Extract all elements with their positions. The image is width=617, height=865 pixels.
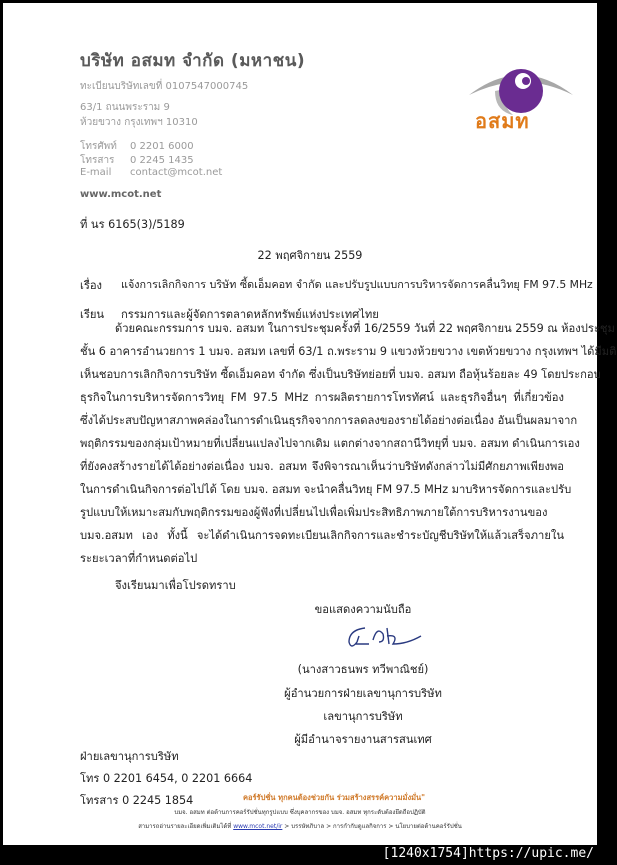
fax-value: 0 2245 1435 [130, 155, 194, 166]
signer-title: ผู้มีอำนาจรายงานสารสนเทศ [294, 733, 432, 746]
address-line-1: 63/1 ถนนพระราม 9 [80, 102, 170, 113]
footer-note-1: บมจ. อสมท ต่อต้านการคอร์รัปชั่นทุกรูปแบบ ซึ่งบุคลากรของ บมจ. อสมท ทุกระดับต้องยึดถือปฏิบัติ [174, 809, 426, 816]
to-label: เรียน [80, 308, 105, 321]
logo-text: อสมท [475, 109, 530, 133]
body-line: ที่ยังคงสร้างรายได้ได้อย่างต่อเนื่อง บมจ. อสมท จึงพิจารณาเห็นว่าบริษัทดังกล่าวไม่มีศักยภาพเพียงพอ [80, 460, 564, 473]
regards-text: ขอแสดงความนับถือ [314, 603, 412, 616]
fax-label: โทรสาร [80, 155, 115, 166]
fax-row [80, 153, 194, 168]
body-line: ระยะเวลาที่กำหนดต่อไป [80, 552, 198, 565]
body-line: พฤติกรรมของกลุ่มเป้าหมายที่เปลี่ยนแปลงไปจากเดิม แตกต่างจากสถานีวิทยุที่ บมจ. อสมท ดำเนินการเอง [80, 437, 580, 450]
body-line: ชั้น 6 อาคารอำนวยการ 1 บมจ. อสมท เลขที่ 63/1 ถ.พระราม 9 แขวงห้วยขวาง เขตห้วยขวาง กรุงเทพฯ ได้มีมติ [80, 345, 617, 358]
reference-number: ที่ นร 6165(3)/5189 [80, 218, 185, 231]
signer-title: เลขานุการบริษัท [323, 710, 403, 723]
ir-link[interactable]: www.mcot.net/ir [233, 823, 283, 830]
website[interactable]: www.mcot.net [80, 189, 162, 200]
closing-text: จึงเรียนมาเพื่อโปรดทราบ [115, 579, 236, 592]
signature [343, 622, 433, 658]
signer-title: ผู้อำนวยการฝ่ายเลขานุการบริษัท [284, 687, 442, 700]
email-label: E-mail [80, 167, 112, 178]
anti-corruption-slogan: คอร์รัปชั่น ทุกคนต้องช่วยกัน ร่วมสร้างสรรค์ความมั่งมั่น" [243, 793, 426, 802]
email-value[interactable]: contact@mcot.net [130, 167, 223, 178]
body-line: ด้วยคณะกรรมการ บมจ. อสมท ในการประชุมครั้งที่ 16/2559 วันที่ 22 พฤศจิกายน 2559 ณ ห้องประชุม [115, 322, 615, 335]
company-name: บริษัท อสมท จำกัด (มหาชน) [80, 51, 306, 71]
image-watermark: [1240x1754]https://upic.me/ [382, 846, 594, 861]
signature-icon [343, 622, 433, 654]
phone-row [80, 139, 194, 154]
footer-phone: โทร 0 2201 6454, 0 2201 6664 [80, 772, 253, 785]
letter-date: 22 พฤศจิกายน 2559 [257, 249, 363, 262]
note-suffix: > บรรษัทภิบาล > การกำกับดูแลกิจการ > นโยบายต่อต้านคอร์รัปชั่น [284, 823, 462, 830]
email-row [80, 167, 222, 178]
footer-department: ฝ่ายเลขานุการบริษัท [80, 750, 179, 763]
footer-note-2 [3, 823, 597, 831]
phone-value: 0 2201 6000 [130, 141, 194, 152]
subject-label: เรื่อง [80, 279, 103, 292]
to-text: กรรมการและผู้จัดการตลาดหลักทรัพย์แห่งประเทศไทย [121, 308, 379, 321]
signer-name: (นางสาวธนพร ทวีพาณิชย์) [297, 663, 429, 676]
body-line: ซึ่งได้ประสบปัญหาสภาพคล่องในการดำเนินธุรกิจจากการลดลงของรายได้อย่างต่อเนื่อง อันเป็นผลมาจาก [80, 414, 578, 427]
registration-number: ทะเบียนบริษัทเลขที่ 0107547000745 [80, 81, 249, 92]
body-line: เห็นชอบการเลิกกิจการบริษัท ซี้ดเอ็มคอท จำกัด ซึ่งเป็นบริษัทย่อยที่ บมจ. อสมท ถือหุ้นร้อยละ 49 โดยประกอบ [80, 368, 601, 381]
subject-text: แจ้งการเลิกกิจการ บริษัท ซี้ดเอ็มคอท จำกัด และปรับรูปแบบการบริหารจัดการคลื่นวิทยุ FM 97.5 MHz [121, 278, 593, 291]
body-line: บมจ.อสมท เอง ทั้งนี้ จะได้ดำเนินการจดทะเบียนเลิกกิจการและชำระบัญชีบริษัทให้แล้วเสร็จภายใน [80, 529, 564, 542]
phone-label: โทรศัพท์ [80, 141, 117, 152]
letter-page [3, 3, 617, 845]
body-line: รูปแบบให้เหมาะสมกับพฤติกรรมของผู้ฟังที่เปลี่ยนไปเพื่อเพิ่มประสิทธิภาพภายใต้การบริหารงานของ [80, 506, 548, 519]
note-prefix: สามารถอ่านรายละเอียดเพิ่มเติมได้ที่ [138, 823, 232, 830]
body-line: ธุรกิจในการบริหารจัดการวิทยุ FM 97.5 MHz การผลิตรายการโทรทัศน์ และธุรกิจอื่นๆ ที่เกี่ยวข้อง [80, 391, 564, 404]
address-line-2: ห้วยขวาง กรุงเทพฯ 10310 [80, 117, 198, 128]
footer-fax: โทรสาร 0 2245 1854 [80, 794, 194, 807]
body-line: ในการดำเนินกิจการต่อไปได้ โดย บมจ. อสมท จะนำคลื่นวิทยุ FM 97.5 MHz มาบริหารจัดการและปรับ [80, 483, 572, 496]
mcot-logo [465, 61, 577, 131]
